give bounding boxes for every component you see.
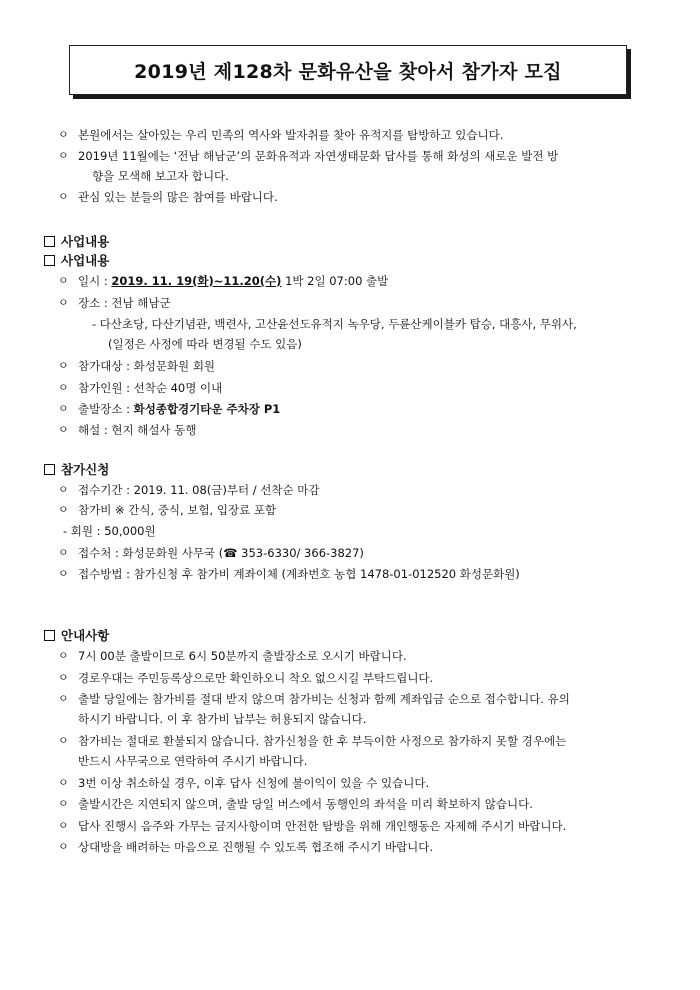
date-rest: 1박 2일 07:00 출발 <box>281 274 389 288</box>
intro-text-4: 관심 있는 분들의 많은 참여를 바랍니다. <box>78 190 278 204</box>
member-text: - 회원 : 50,000원 <box>63 524 156 538</box>
bullet-icon: ㅇ <box>58 503 69 516</box>
place-text: 장소 : 전남 해남군 <box>78 296 171 310</box>
intro-text-3: 향을 모색해 보고자 합니다. <box>92 169 229 183</box>
date-label: 일시 : <box>78 274 112 288</box>
bullet-icon: ㅇ <box>58 797 69 810</box>
target-text: 참가대상 : 화성문화원 회원 <box>78 359 216 373</box>
bullet-icon: ㅇ <box>58 692 69 705</box>
bullet-icon: ㅇ <box>58 128 69 141</box>
bullet-icon: ㅇ <box>58 190 69 203</box>
bullet-icon: ㅇ <box>58 819 69 832</box>
section-heading-application: 참가신청 <box>44 462 109 478</box>
period-text: 접수기간 : 2019. 11. 08(금)부터 / 선착순 마감 <box>78 483 320 497</box>
checkbox-square-icon <box>44 464 55 475</box>
date-value: 2019. 11. 19(화)~11.20(수) <box>111 274 282 288</box>
bullet-icon: ㅇ <box>58 546 69 559</box>
bullet-icon: ㅇ <box>58 359 69 372</box>
checkbox-square-icon <box>44 630 55 641</box>
section-heading-business-b: 사업내용 <box>44 253 109 269</box>
departure-label: 출발장소 : <box>78 402 134 416</box>
bullet-icon: ㅇ <box>58 402 69 415</box>
bullet-icon: ㅇ <box>58 274 69 287</box>
bullet-icon: ㅇ <box>58 776 69 789</box>
section-heading-notice: 안내사항 <box>44 628 109 644</box>
bullet-icon: ㅇ <box>58 840 69 853</box>
bullet-icon: ㅇ <box>58 649 69 662</box>
bullet-icon: ㅇ <box>58 671 69 684</box>
contact-text: 접수처 : 화성문화원 사무국 (☎ 353-6330/ 366-3827) <box>78 546 364 560</box>
count-text: 참가인원 : 선착순 40명 이내 <box>78 381 223 395</box>
place-detail-2: (일정은 사정에 따라 변경될 수도 있음) <box>108 337 302 351</box>
bullet-icon: ㅇ <box>58 734 69 747</box>
intro-text-1: 본원에서는 살아있는 우리 민족의 역사와 발자취를 찾아 유적지를 탐방하고 있습니다. <box>78 128 504 142</box>
method-text: 접수방법 : 참가신청 후 참가비 계좌이체 (계좌번호 농협 1478-01-012520 화성문화원) <box>78 567 520 581</box>
place-detail-1: - 다산초당, 다산기념관, 백련사, 고산윤선도유적지 녹우당, 두륜산케이블카 탑승, 대흥사, 무위사, <box>92 317 577 331</box>
bullet-icon: ㅇ <box>58 567 69 580</box>
page-title: 2019년 제128차 문화유산을 찾아서 참가자 모집 <box>134 60 562 83</box>
intro-text-2: 2019년 11월에는 ‘전남 해남군’의 문화유적과 자연생태문화 답사를 통해 화성의 새로운 발전 방 <box>78 149 559 163</box>
bullet-icon: ㅇ <box>58 149 69 162</box>
bullet-icon: ㅇ <box>58 483 69 496</box>
departure-value: 화성종합경기타운 주차장 P1 <box>133 402 281 416</box>
checkbox-square-icon <box>44 236 55 247</box>
guide-text: 해설 : 현지 해설사 동행 <box>78 423 197 437</box>
title-box <box>69 45 627 95</box>
bullet-icon: ㅇ <box>58 423 69 436</box>
bullet-icon: ㅇ <box>58 296 69 309</box>
bullet-icon: ㅇ <box>58 381 69 394</box>
section-heading-business-a: 사업내용 <box>44 234 109 250</box>
checkbox-square-icon <box>44 255 55 266</box>
fee-text: 참가비 ※ 간식, 중식, 보험, 입장료 포함 <box>78 503 277 517</box>
